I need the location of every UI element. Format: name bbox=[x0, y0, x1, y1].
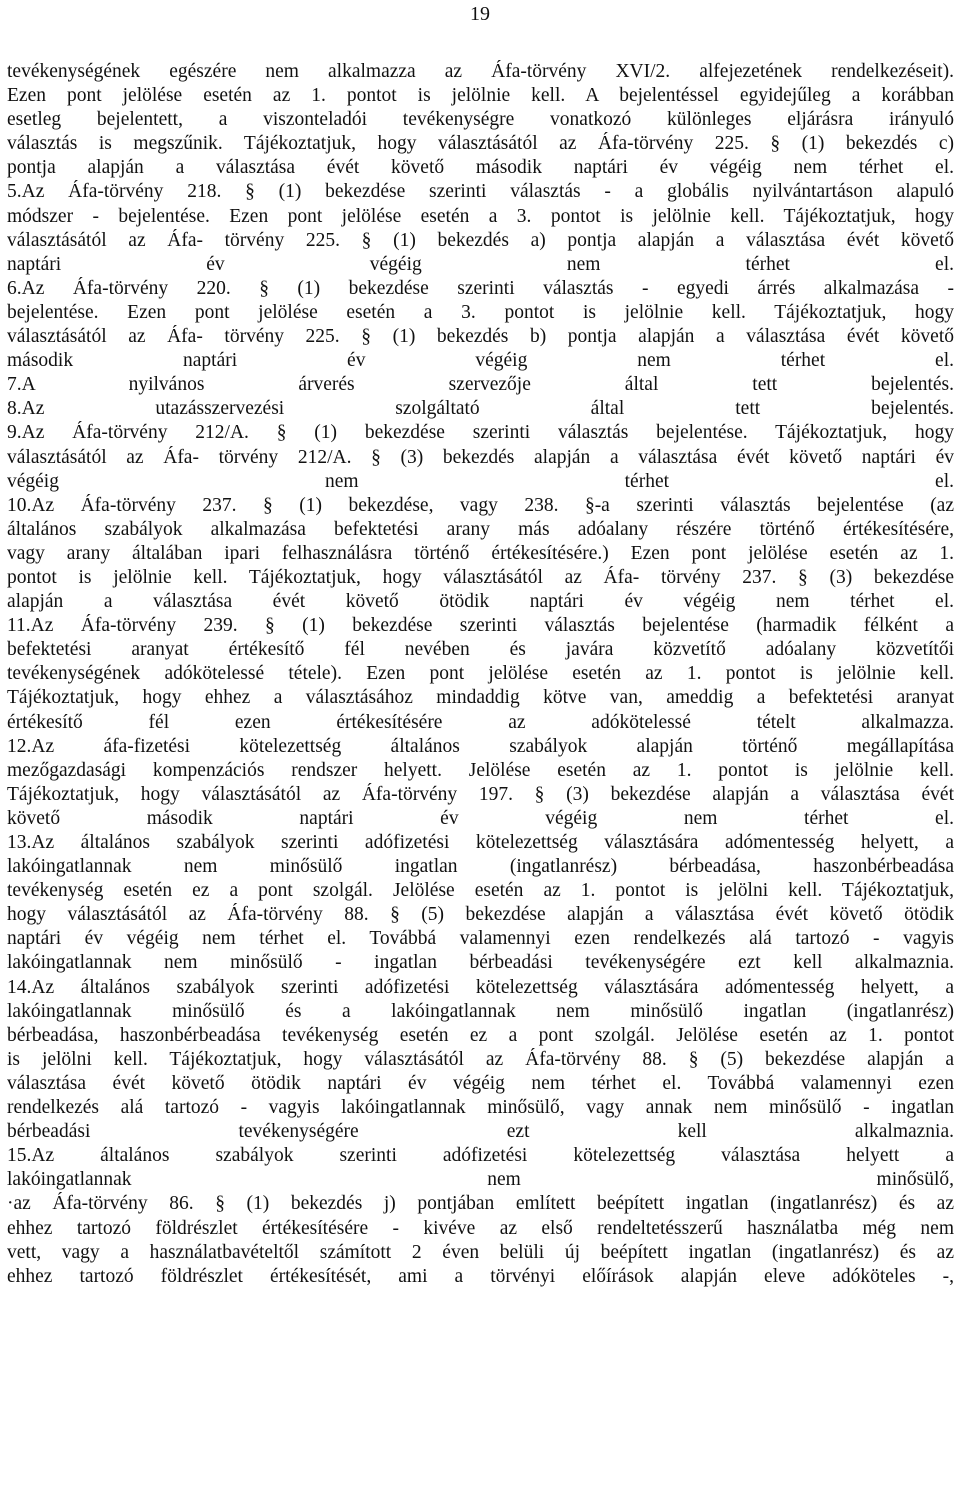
text-line: 5.Az Áfa-törvény 218. § (1) bekezdése szerinti választás - a globális nyilvántartáson alapuló bbox=[7, 181, 954, 203]
text-line: naptári év végéig nem térhet el. bbox=[7, 253, 954, 275]
document-body bbox=[7, 60, 954, 1289]
text-line: ehhez tartozó földrészlet értékesítését, ami a törvényi előírások alapján eleve adóköteles -, bbox=[7, 1265, 954, 1287]
text-line: választás is megszűnik. Tájékoztatjuk, hogy választásától az Áfa-törvény 225. § (1) bekezdés c) bbox=[7, 133, 954, 155]
text-line: 10.Az Áfa-törvény 237. § (1) bekezdése, vagy 238. §-a szerinti választás bejelentése (az bbox=[7, 494, 954, 516]
text-line: 13.Az általános szabályok szerinti adófizetési kötelezettség választására adómentesség helyett, a bbox=[7, 832, 954, 853]
text-line: 12.Az áfa-fizetési kötelezettség általános szabályok alapján történő megállapítása bbox=[7, 735, 954, 757]
text-line: mezőgazdasági kompenzációs rendszer helyett. Jelölése esetén az 1. pontot is jelölnie kell. bbox=[7, 759, 954, 781]
text-line: pontot is jelölnie kell. Tájékoztatjuk, hogy választásától az Áfa- törvény 237. § (3) bekezdése bbox=[7, 566, 954, 588]
text-line: második naptári év végéig nem térhet el. bbox=[7, 350, 954, 372]
text-line: választásától az Áfa- törvény 225. § (1) bekezdés a) pontja alapján a választása évét követő bbox=[7, 229, 954, 251]
text-line: bejelentése. Ezen pont jelölése esetén a 3. pontot is jelölnie kell. Tájékoztatjuk, hogy bbox=[7, 301, 954, 323]
text-line: tevékenységének egészére nem alkalmazza az Áfa-törvény XVI/2. alfejezetének rendelkezéseit). bbox=[7, 61, 954, 82]
text-line: választásától az Áfa- törvény 212/A. § (3) bekezdés alapján a választása évét követő naptári év bbox=[7, 446, 954, 468]
text-line: lakóingatlannak nem minősülő ingatlan (ingatlanrész) bérbeadása, haszonbérbeadása bbox=[7, 856, 954, 878]
text-line: bérbeadása, haszonbérbeadása tevékenység esetén ez a pont szolgál. Jelölése esetén az 1. pontot bbox=[7, 1024, 954, 1046]
text-line: naptári év végéig nem térhet el. Továbbá valamennyi ezen rendelkezés alá tartozó - vagyis bbox=[7, 928, 954, 950]
text-line: Tájékoztatjuk, hogy választásától az Áfa-törvény 197. § (3) bekezdése alapján a választása évét bbox=[7, 783, 954, 805]
text-line: választásától az Áfa- törvény 225. § (1) bekezdés b) pontja alapján a választása évét követő bbox=[7, 326, 954, 348]
text-line: értékesítő fél ezen értékesítésére az adókötelessé tételt alkalmazza. bbox=[7, 711, 954, 733]
text-line: lakóingatlannak nem minősülő - ingatlan bérbeadási tevékenységére ezt kell alkalmaznia. bbox=[7, 952, 954, 974]
text-line: 11.Az Áfa-törvény 239. § (1) bekezdése szerinti választás bejelentése (harmadik félként a bbox=[7, 615, 954, 637]
text-line: Ezen pont jelölése esetén az 1. pontot is jelölnie kell. A bejelentéssel egyidejűleg a korábban bbox=[7, 85, 954, 107]
text-line: 15.Az általános szabályok szerinti adófizetési kötelezettség választása helyett a bbox=[7, 1145, 954, 1167]
text-line: ·az Áfa-törvény 86. § (1) bekezdés j) pontjában említett beépített ingatlan (ingatlanrész) és az bbox=[7, 1193, 954, 1215]
text-line: végéig nem térhet el. bbox=[7, 470, 954, 492]
text-line: Tájékoztatjuk, hogy ehhez a választásához mindaddig kötve van, ameddig a befektetési aranyat bbox=[7, 687, 954, 709]
text-line: tevékenységének adókötelessé tétele). Ezen pont jelölése esetén az 1. pontot is jelölnie kell. bbox=[7, 663, 954, 685]
text-line: 7.A nyilvános árverés szervezője által tett bejelentés. bbox=[7, 374, 954, 396]
text-line: pontja alapján a választása évét követő második naptári év végéig nem térhet el. bbox=[7, 157, 954, 179]
text-line: ehhez tartozó földrészlet értékesítésére - kivéve az első rendeltetésszerű használatba még nem bbox=[7, 1217, 954, 1239]
text-line: rendelkezés alá tartozó - vagyis lakóingatlannak minősülő, vagy annak nem minősülő - ingatlan bbox=[7, 1097, 954, 1119]
text-line: követő második naptári év végéig nem térhet el. bbox=[7, 807, 954, 829]
text-line: alapján a választása évét követő ötödik naptári év végéig nem térhet el. bbox=[7, 591, 954, 613]
text-line: 6.Az Áfa-törvény 220. § (1) bekezdése szerinti választás - egyedi árrés alkalmazása - bbox=[7, 277, 954, 299]
text-line: tevékenység esetén ez a pont szolgál. Jelölése esetén az 1. pontot is jelölni kell. Tájékoztatjuk, bbox=[7, 880, 954, 902]
text-line: vagy arany általában ipari felhasználásra történő értékesítésére.) Ezen pont jelölése esetén az 1. bbox=[7, 542, 954, 564]
page-number-container bbox=[0, 2, 960, 26]
text-line: vett, vagy a használatbavételtől számított 2 éven belüli új beépített ingatlan (ingatlanrész) és az bbox=[7, 1241, 954, 1263]
text-line: is jelölni kell. Tájékoztatjuk, hogy választásától az Áfa-törvény 88. § (5) bekezdése alapján a bbox=[7, 1048, 954, 1070]
text-line: 8.Az utazásszervezési szolgáltató által tett bejelentés. bbox=[7, 398, 954, 420]
text-line: bérbeadási tevékenységére ezt kell alkalmaznia. bbox=[7, 1121, 954, 1143]
text-line: lakóingatlannak minősülő és a lakóingatlannak nem minősülő ingatlan (ingatlanrész) bbox=[7, 1000, 954, 1022]
text-line: 14.Az általános szabályok szerinti adófizetési kötelezettség választására adómentesség helyett, a bbox=[7, 976, 954, 998]
text-line: 9.Az Áfa-törvény 212/A. § (1) bekezdése szerinti választás bejelentése. Tájékoztatjuk, hogy bbox=[7, 422, 954, 444]
text-line: hogy választásától az Áfa-törvény 88. § (5) bekezdése alapján a választása évét követő ötödik bbox=[7, 904, 954, 926]
text-line: módszer - bejelentése. Ezen pont jelölése esetén a 3. pontot is jelölnie kell. Tájékoztatjuk, hogy bbox=[7, 205, 954, 227]
text-line: befektetési aranyat értékesítő fél nevében és javára közvetítő adóalany közvetítői bbox=[7, 639, 954, 661]
text-line: választása évét követő ötödik naptári év végéig nem térhet el. Továbbá valamennyi ezen bbox=[7, 1072, 954, 1094]
text-line: esetleg bejelentett, a viszonteladói tevékenységre vonatkozó különleges eljárásra irányuló bbox=[7, 109, 954, 131]
page-number: 19 bbox=[470, 3, 490, 25]
text-line: lakóingatlannak nem minősülő, bbox=[7, 1169, 954, 1191]
text-line: általános szabályok alkalmazása befektetési arany más adóalany részére történő értékesítésére, bbox=[7, 518, 954, 540]
